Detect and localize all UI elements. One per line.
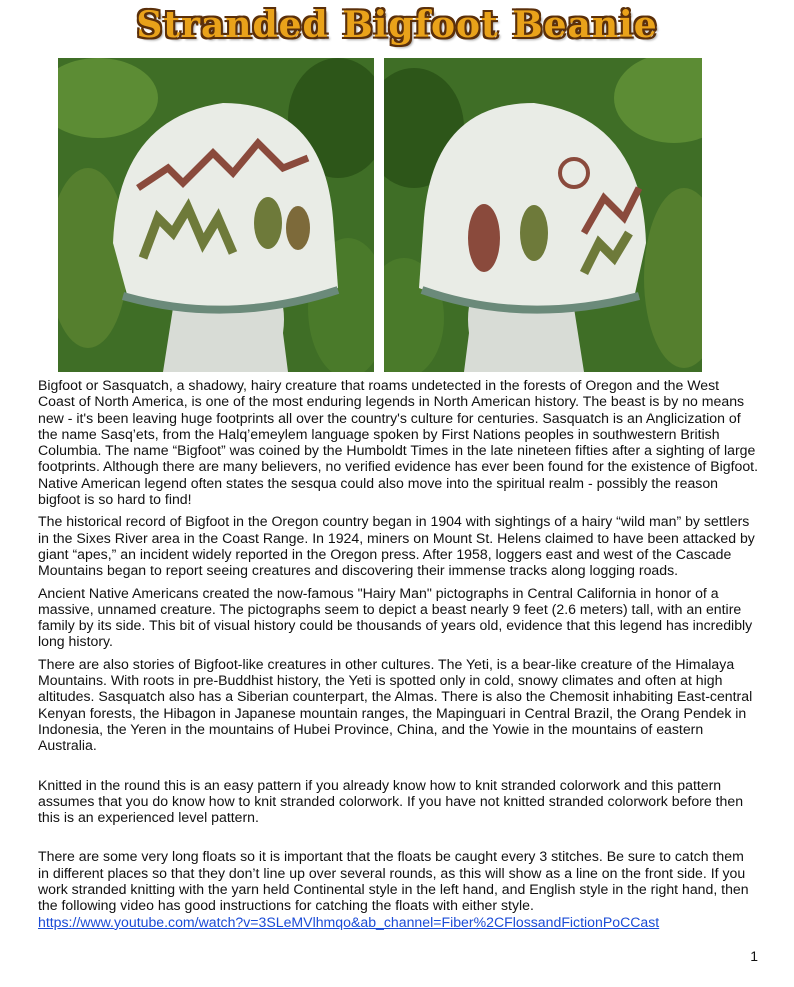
video-link[interactable]: https://www.youtube.com/watch?v=3SLeMVlhmqo&ab_channel=Fiber%2CFlossandFictionPoCCast bbox=[38, 913, 660, 930]
paragraph-bigfoot-intro: Bigfoot or Sasquatch, a shadowy, hairy creature that roams undetected in the forests of Oregon and the West Coast of North America, is one of the most enduring legends in North American history. The beast is by no means new - it's been leaving huge footprints all over the country's culture for centuries. Sasquatch is an Anglicization of the name Sasq’ets, from the Halq’emeylem language spoken by First Nations peoples in southwestern British Columbia. The name “Bigfoot” was coined by the Humboldt Times in the late nineteen fifties after a sighting of large footprints. Although there are many believers, no verified evidence has ever been found for the existence of Bigfoot. Native American legend often states the sesqua could also move into the spiritual realm - possibly the reason bigfoot is so hard to find! bbox=[38, 377, 759, 508]
article-body bbox=[38, 377, 758, 936]
page-title: Stranded Bigfoot Beanie bbox=[136, 4, 658, 46]
paragraph-oregon-history: The historical record of Bigfoot in the Oregon country began in 1904 with sightings of a hairy “wild man” by settlers in the Sixes River area in the Coast Range. In 1924, miners on Mount St. Helens claimed to have been attacked by giant “apes,” an incident widely reported in the Oregon press. After 1958, loggers east and west of the Cascade Mountains began to report seeing creatures and discovering their immense tracks along logging roads. bbox=[38, 513, 755, 579]
paragraph-pattern-level: Knitted in the round this is an easy pattern if you already know how to knit stranded colorwork and this pattern assumes that you do know how to knit stranded colorwork. If you have not knitted stranded colorwork before then this is an experienced level pattern. bbox=[38, 776, 744, 826]
catching-floats-text: There are some very long floats so it is important that the floats be caught every 3 stitches. Be sure to catch them in different places so that they don’t line up over several rounds, as this will show as a line on the front side. If you work stranded knitting with the yarn held Continental style in the left hand, and English style in the right hand, then the following video has good instructions for catching the floats with either style. bbox=[38, 848, 749, 914]
paragraph-hairy-man-pictographs: Ancient Native Americans created the now-famous "Hairy Man" pictographs in Central California in honor of a massive, unnamed creature. The pictographs seem to depict a beast nearly 9 feet (2.6 meters) tall, with an entire family by its side. This bit of visual history could be thousands of years old, evidence that this legend has incredibly long history. bbox=[38, 584, 753, 650]
paragraph-other-cultures: There are also stories of Bigfoot-like creatures in other cultures. The Yeti, is a bear-like creature of the Himalaya Mountains. With roots in pre-Buddhist history, the Yeti is spotted only in cold, snowy climates and often at high altitudes. Sasquatch also has a Siberian counterpart, the Almas. There is also the Chemosit inhabiting East-central Kenyan forests, the Hibagon in Japanese mountain ranges, the Mapinguari in Central Brazil, the Orang Pendek in Indonesia, the Yeren in the mountains of Hubei Province, China, and the Yowie in the mountains of eastern Australia. bbox=[38, 655, 753, 754]
beanie-photo-left bbox=[58, 58, 374, 372]
page-number: 1 bbox=[750, 948, 758, 964]
paragraph-catching-floats bbox=[38, 848, 758, 929]
beanie-photo-right bbox=[384, 58, 702, 372]
